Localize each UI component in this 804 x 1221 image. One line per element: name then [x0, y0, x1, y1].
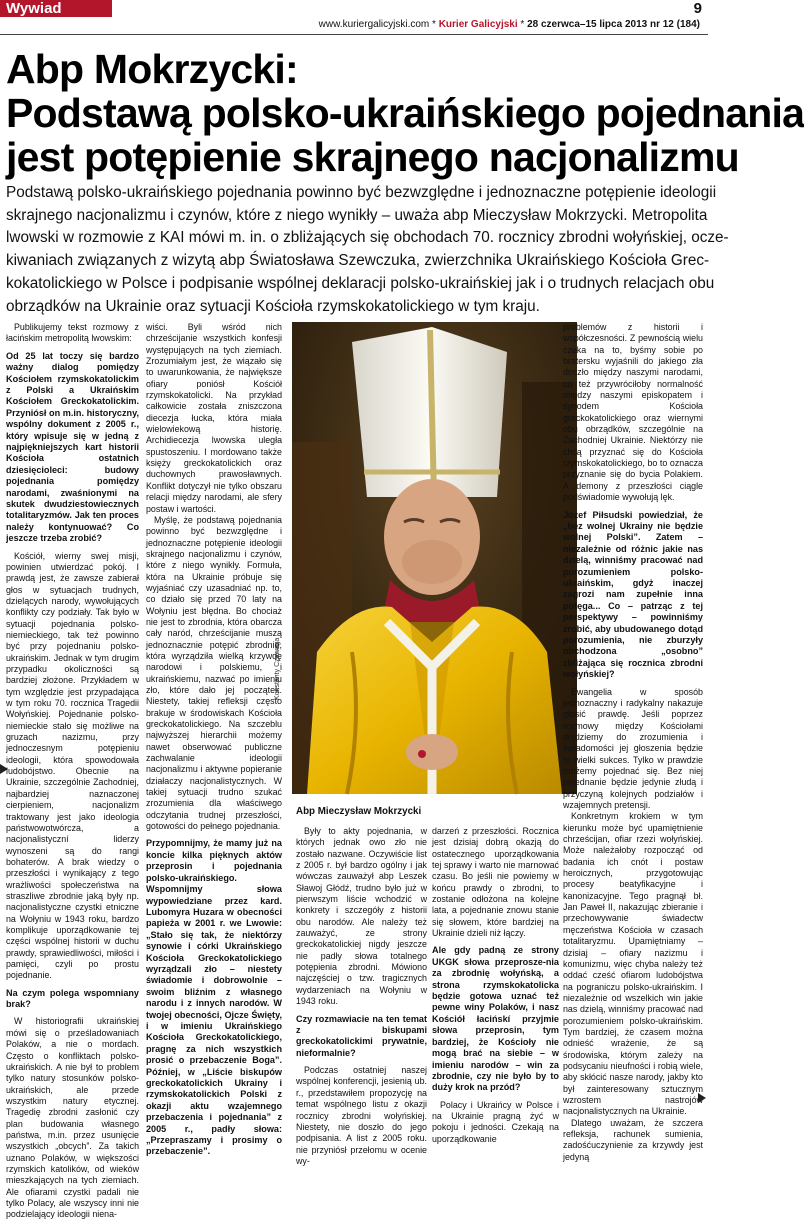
portrait-photo: [292, 322, 577, 794]
photo-credit: Konstanty Czawaga: [274, 637, 281, 700]
lede-line: obrządków na Ukrainie oraz sytuacji Kościoła rzymskokatolickiego w tym kraju.: [6, 297, 540, 315]
question-5: Ale gdy padną ze strony UKGK słowa przeprosze-nia za zbrodnię wołyńską, a strona rzymskokatolicka będzie gotowa uznać też pewne winy Polaków, i nasz Kościół łacińskí przyjmie słowa przeprosin, tym bardziej, że Kościoły nie mogą brać na siebie – w imieniu narodów – win za zbrodnie, czy nie było by to duży krok na przód?: [432, 945, 559, 1093]
answer-paragraph: Ewangelia w sposób jednoznaczny i radykalny nakazuje głosić prawdę. Jeśli poprzez rozmowy między Kościołami dojdziemy do zrozumienia i świadomości jej głoszenia będzie to wielki sukces. Tylko w prawdzie możemy pojednać się. Bez niej pojednanie będzie jedynie złudą i przyczyną kolejnych podziałów i wzajemnych pretensji.: [563, 686, 703, 811]
column-5: [563, 322, 703, 1163]
header-rule: [0, 34, 708, 35]
column-1: [6, 322, 139, 1221]
question-1: Od 25 lat toczy się bardzo ważny dialog pomiędzy Kościołem rzymskokatolickim z Polski a Ukraińskim Kościołem Greckokatolickim. Przyniósł on m.in. historyczny, wspólny dokument z 2005 r., który wpisuje się w jedną z najpiękniejszych kart historii Kościoła ostatnich dziesięcioleci: budowy pojednania pomiędzy narodami, zwaśnionymi na skutek dwudziestowiecznych totalitaryzmów. Jak ten proces należy kontynuować? Co jeszcze trzeba zrobić?: [6, 350, 139, 544]
answer-paragraph: Były to akty pojednania, w których jednak owo zło nie zostało nazwane. Oczywiście list z 2005 r. był bardzo ogólny i jak wówczas zauważył abp Leszek Sławoj Głódź, trudno było już w pierwszym liście wchodzić w konkrety i szczegóły z historii obu narodów. Ale należy też zauważyć, ze strony greckokatolickiej nigdy jeszcze nie padły słowa totalnego potępienia zbrodni. Mówiono najczęściej o tzw. tragicznych wydarzeniach na Wołyniu w 1943 roku.: [296, 826, 427, 1007]
answer-paragraph: problemów z historii i współczesności. Z pewnością wielu czeka na to, byśmy sobie po bratersku wyjaśnili do jakiego zła doszło między naszymi narodami, co też przywróciłoby normalność między naszymi episkopatem i synodem Kościoła greckokatolickiego oraz wiernymi obu obrządków, szczególnie na Zachodniej Ukrainie. Niektórzy nie chcą przyznać się do Kościoła rzymskokatolickiego, bo to oznacza przyznanie się do bycia Polakiem. A demony z przeszłości ciągle podświadomie wywołują lęk.: [563, 322, 703, 503]
page-header: [0, 0, 708, 34]
headline-line-2: Podstawą polsko-ukraińskiego pojednania: [6, 90, 804, 136]
column-2: [146, 322, 282, 1164]
column-4-lower: [432, 826, 559, 1145]
site-url[interactable]: www.kuriergalicyjski.com: [318, 19, 430, 30]
lede-line: skrajnego nacjonalizmu i czynów, które z niego wynikły – uważa abp Mieczysław Mokrzycki. Metropolita: [6, 206, 708, 224]
lede-line: kokatolickiego w Polsce i podpisanie wspólnej deklaracji polsko-ukraińskiej jak i o trudnych relacjach obu: [6, 274, 715, 292]
headline-line-3: jest potępienie skrajnego nacjonalizmu: [6, 134, 739, 180]
archbishop-image: [292, 322, 577, 794]
portrait-illustration: [292, 322, 577, 794]
answer-paragraph: darzeń z przeszłości. Rocznica jest dzisiaj dobrą okazją do ostatecznego uporządkowania tej sprawy i warto nie marnować czasu. Bo jeśli nie powiemy w końcu prawdy o zbrodni, to zostanie odłożona na kolejne lata, a pojednanie znowu stanie się słowem, które bardziej na Ukrainie dzieli niż łączy.: [432, 826, 559, 939]
lede-line: kiwaniach związanych z wizytą abp Światosława Szewczuka, zwierzchnika Ukraińskiego Kościoła Grec-: [6, 252, 710, 270]
answer-paragraph: Polacy i Ukraińcy w Polsce i na Ukrainie pragną żyć w pokoju i jedności. Czekają na uporządkowanie: [432, 1099, 559, 1144]
article-headline: [6, 46, 804, 180]
answer-paragraph: Podczas ostatniej naszej wspólnej konferencji, jesienią ub. r., przedstawiłem propozycję na temat wspólnego listu z okazji rocznicy zbrodni wołyńskiej. Niestety, nie doszło do jego podpisania. A list z 2005 roku. nie przyniósł przełomu w ocenie wy-: [296, 1065, 427, 1166]
column-3-lower: [296, 826, 427, 1167]
article-lede: [6, 182, 729, 318]
continue-arrow-icon[interactable]: [698, 1093, 706, 1103]
page-number: 9: [693, 0, 702, 17]
question-4: Czy rozmawiacie na ten temat z biskupami greckokatolickimi prywatnie, nieformalnie?: [296, 1013, 427, 1058]
question-2: Na czym polega wspomniany brak?: [6, 987, 139, 1010]
continue-left-arrow-icon: [0, 764, 8, 774]
answer-paragraph: Myślę, że podstawą pojednania powinno być bezwzględne i jednoznaczne potępienie ideologii skrajnego nacjonalizmu i czynów, które z niego wynikły. Formuła, która na Ukrainie próbuje się wyjaśniać czy uzasadniać np. to, co działo się przed 70 laty na Wołyniu jest błędna. Bo chociaż nie jest to zbrodnia, która obarcza cały naród, chrześcijanie muszą jednoznacznie potępić zbrodnię, która wyrządziła wielką krzywdę narodowi i polskiemu, i ukraińskiemu, nazwać po imieniu zło, które dało jej początek. Niestety, takiej refleksji często brakuje w środowiskach Kościoła greckokatolickiego. Na szczeblu najwyższej hierarchii możemy nawet obserwować publiczne zachwalanie ideologii nacjonalizmu i aktywne popieranie działaczy nacjonalistycznych. W takiej sytuacji trudno szukać zrozumienia dla właściwego odczytania trudnej przeszłości, gotowości do pełnego pojednania.: [146, 514, 282, 832]
answer-paragraph: W historiografii ukraińskiej mówi się o prześladowaniach Polaków, a nie o mordach. Często o konfliktach polsko-ukraińskich. A nie był to problem tylko natury stosunków polsko-ukraińskich, ale przede wszystkim natury etycznej. Tragedię zbrodni zasłonić czy plan budowania własnego państwa, m.in. przez usunięcie wszystkich „obcych”. Za takich uznano Polaków, w większości rzymskich katolików, od wieków mieszkających na tych ziemiach. Ale ofiarami czystki padali nie tylko Polacy, ale wszyscy inni nie podzielający ideologii niena-: [6, 1016, 139, 1220]
question-6: Józef Piłsudski powiedział, że „bez wolnej Ukrainy nie będzie wolnej Polski”. Zatem – niezależnie od różnic jakie nas dzielą, winniśmy pracować nad porozumieniem polsko-ukraińskim, gdyż inaczej zagrozi nam zupełnie inna potęga... Co – patrząc z tej perspektywy – powinniśmy zrobić, aby ubudowanego dotąd porozumienia, nie zburzyły obchodzona „osobno” zbliżająca się rocznica zbrodni wołyńskiej?: [563, 509, 703, 680]
headline-line-1: Abp Mokrzycki:: [6, 46, 298, 92]
photo-caption: Abp Mieczysław Mokrzycki: [296, 806, 422, 817]
masthead: www.kuriergalicyjski.com * Kurier Galicyjski * 28 czerwca–15 lipca 2013 nr 12 (184): [318, 19, 700, 30]
answer-paragraph: Kościół, wierny swej misji, powinien utwierdzać pokój. I prawdą jest, że zawsze zabierał głos w sytuacjach trudnych, dzielących narody, wywołujących konflikty czy podziały. Tak było w sytuacji pojednania polsko-niemieckiego, tak też powinno być przy pojednaniu polsko-ukraińskim. Jednak w tym drugim przypadku okoliczności są bardziej złożone. Przykładem w tym względzie jest przypadająca w tym roku 70. rocznica Tragedii Wołyńskiej. Pojednanie polsko-niemieckie stało się możliwe na gruzach nazizmu, przy jednoczesnym potępieniu ideologii, która spowodowała ludobójstwo. Obecnie na Ukrainie, szczególnie Zachodniej, najbardziej naznaczonej cierpieniem, nacjonalizm traktowany jest jako ideologia państwowotwórcza, a nacjonalistyczní liderzy wynoszeni są do rangi bohaterów. A brak wiedzy o przeszłości i wynikający z tego wrażliwości społeczeństwa na straszliwe zbrodnie jaką były np. nacjonalistyczne czystki etniczne na Wołyniu w 1943 roku, bardzo komplikuje uporządkowanie tej części wspólnej historii w duchu prawdy, sprawiedliwości, miłości i pamięci, czyli po prostu pojednanie.: [6, 550, 139, 981]
lede-line: Podstawą polsko-ukraińskiego pojednania powinno być bezwzględne i jednoznaczne potępienie ideologii: [6, 184, 717, 201]
intro-paragraph: Publikujemy tekst rozmowy z łacińskim metropolitą lwowskim:: [6, 322, 139, 344]
answer-paragraph: wiści. Byli wśród nich chrześcijanie wszystkich konfesji występujących na tych ziemiach. Zrozumiałym jest, że wiązało się to uwarunkowania, że największe ofiary poniósł Kościół rzymskokatolicki. Na przykład całkowicie została zniszczona diecezja łucka, która miała wielowiekową historię. Archidiecezja lwowska uległa spustoszeniu. I mordowano także księży greckokatolickich oraz duchownych prawosławnych. Konflikt dotyczył nie tylko obszaru relacji między narodami, ale sfery postaw i wartości.: [146, 322, 282, 514]
section-label: Wywiad: [0, 0, 112, 17]
answer-paragraph: Dlatego uważam, że szczera refleksja, rachunek sumienia, zadośćuczynienie za krzywdy jest jedyną: [563, 1117, 703, 1162]
answer-paragraph: Konkretnym krokiem w tym kierunku może być upamiętnienie chrześcijan, ofiar rzezi wołyńskiej. Może należałoby rozpocząć od badania ich cnót i postaw heroicznych, przygotowując procesy beatyfikacyjne i kanonizacyjne. Tego pragnął bł. Jan Paweł II, nakazując zbieranie i przechowywanie świadectw męczeństwa Kościoła w czasach totalitaryzmu. Upamiętniamy – dzisiaj – ofiary nazizmu i komunizmu, więc chyba należy też oddać cześć ofiarom ludobójstwa na pograniczu polsko-ukraińskim. I niezależnie od wszelkich win jakie nas dzielą, winniśmy pracować nad porozumieniem polsko-ukraińskim. Tym bardziej, że czasem można odnieść wrażenie, że są środowiska, którym zależy na podsycaniu nieufności i robią wiele, aby skłócić nasze narody, jakby kto był zainteresowany sztucznym wzrostem nastrojów nacjonalistycznych na Ukrainie.: [563, 811, 703, 1117]
question-3: Przypomnijmy, że mamy już na koncie kilka pięknych aktów przeprosin i pojednania polsko-ukraińskiego. Wspomnijmy słowa wypowiedziane przez kard. Lubomyra Huzara w obecności papieża w 2001 r. we Lwowie: „Stało się tak, że niektórzy synowie i córki Ukraińskiego Kościoła Greckokatolickiego wyrządzali zło – niestety świadomie i dobrowolnie – swoim bliźnim z własnego narodu i z innych narodów. W twojej obecności, Ojcze Święty, i w imieniu Ukraińskiego Kościoła Greckokatolickiego, pragnę za nich wszystkich prosić o przebaczenie Boga”. Później, w „Liście biskupów greckokatolickich Ukrainy i rzymskokatolickich Polski z okazji aktu wzajemnego przebaczenia i pojednania” z 2005 r., padły słowa: „Przepraszamy i prosimy o przebaczenie”.: [146, 838, 282, 1157]
lede-line: lwowski w rozmowie z KAI mówi m. in. o zbliżających się obchodach 70. rocznicy zbrodni wołyńskiej, ocze-: [6, 229, 729, 247]
newspaper-name: Kurier Galicyjski: [438, 19, 518, 30]
issue-info: 28 czerwca–15 lipca 2013 nr 12 (184): [527, 19, 700, 30]
